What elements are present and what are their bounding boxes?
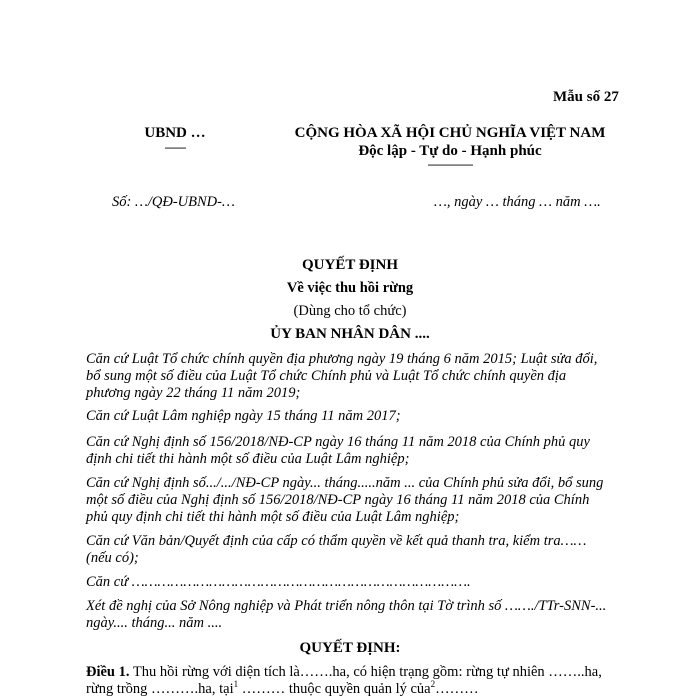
basis-line: phương ngày 22 tháng 11 năm 2019; — [86, 385, 301, 401]
document-subject: Về việc thu hồi rừng — [286, 280, 414, 296]
document-date: …, ngày … tháng … năm …. — [434, 194, 601, 210]
basis-line: bổ sung một số điều của Luật Tổ chức Chính phủ và Luật Tổ chức chính quyền địa — [86, 368, 567, 384]
decision-heading: QUYẾT ĐỊNH: — [299, 640, 401, 656]
footnote-ref: 1 — [233, 679, 239, 690]
basis-line: phủ quy định chi tiết thi hành một số điều của Luật Lâm nghiệp; — [86, 509, 460, 525]
basis-line: Căn cứ Nghị định số 156/2018/NĐ-CP ngày 16 tháng 11 năm 2018 của Chính phủ quy — [86, 434, 590, 450]
document-note: (Dùng cho tổ chức) — [293, 303, 407, 319]
legal-basis — [86, 351, 626, 402]
basis-line: Căn cứ ……………………………………………………………………. — [86, 574, 471, 590]
legal-basis — [86, 533, 626, 567]
document-number: Số: …/QĐ-UBND-… — [112, 194, 235, 210]
basis-line: (nếu có); — [86, 550, 139, 566]
basis-line: Căn cứ Văn bản/Quyết định của cấp có thẩm quyền về kết quả thanh tra, kiểm tra…… — [86, 533, 587, 549]
document-title: QUYẾT ĐỊNH — [302, 257, 398, 273]
basis-line: Căn cứ Nghị định số.../.../NĐ-CP ngày... tháng.....năm ... của Chính phủ sửa đổi, bổ sung — [86, 475, 604, 491]
motto-divider: --------------- — [427, 157, 473, 171]
form-number: Mẫu số 27 — [553, 89, 619, 105]
agency-divider: ------- — [164, 140, 186, 154]
country-name: CỘNG HÒA XÃ HỘI CHỦ NGHĨA VIỆT NAM — [294, 125, 606, 141]
article-1 — [86, 664, 626, 698]
basis-line: Căn cứ Luật Tổ chức chính quyền địa phương ngày 19 tháng 6 năm 2015; Luật sửa đổi, — [86, 351, 598, 367]
agency-name: UBND … — [144, 125, 206, 141]
article-1-text: rừng trồng ……….ha, tại — [86, 681, 234, 697]
legal-basis — [86, 574, 626, 591]
legal-basis — [86, 434, 626, 468]
article-1-text: Thu hồi rừng với diện tích là…….ha, có hiện trạng gồm: rừng tự nhiên ……..ha, — [129, 664, 602, 680]
footnote-ref: 2 — [430, 679, 436, 690]
legal-basis — [86, 475, 626, 526]
basis-line: một số điều của Nghị định số 156/2018/NĐ-CP ngày 16 tháng 11 năm 2018 của Chính — [86, 492, 590, 508]
basis-line: Căn cứ Luật Lâm nghiệp ngày 15 tháng 11 năm 2017; — [86, 408, 401, 424]
article-1-line — [86, 664, 626, 681]
basis-line: ngày.... tháng... năm .... — [86, 615, 223, 631]
article-1-line — [86, 681, 626, 698]
article-1-label: Điều 1. — [86, 664, 130, 680]
national-motto: Độc lập - Tự do - Hạnh phúc — [358, 143, 542, 159]
basis-line: định chi tiết thi hành một số điều của Luật Lâm nghiệp; — [86, 451, 410, 467]
proposal-basis — [86, 598, 626, 632]
article-1-text: ……… thuộc quyền quản lý của — [238, 681, 431, 697]
article-1-text: ……… — [435, 681, 479, 697]
legal-basis — [86, 408, 626, 425]
issuing-authority: ỦY BAN NHÂN DÂN .... — [270, 326, 430, 342]
basis-line: Xét đề nghị của Sở Nông nghiệp và Phát triển nông thôn tại Tờ trình số ……./TTr-SNN-... — [86, 598, 607, 614]
